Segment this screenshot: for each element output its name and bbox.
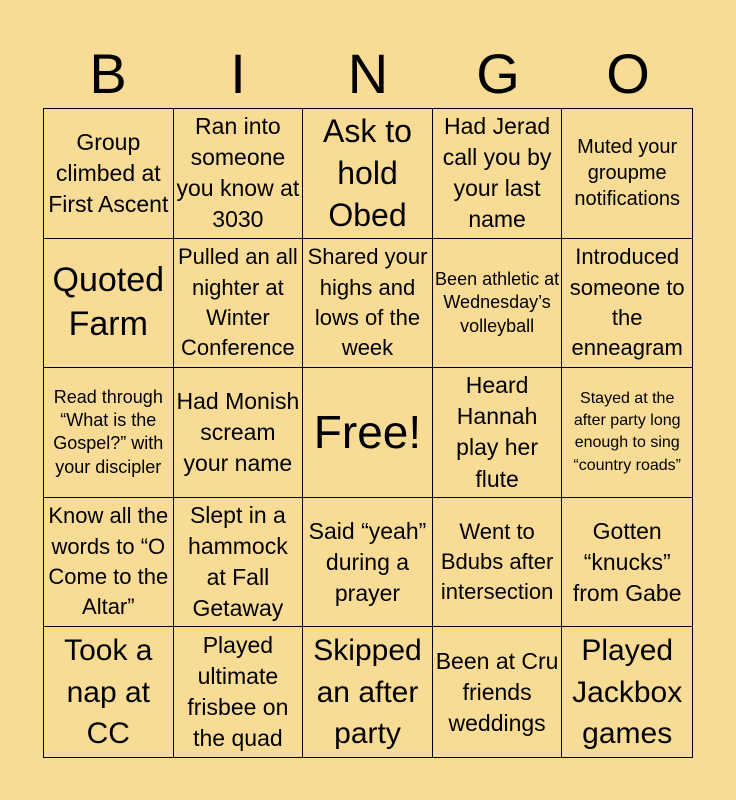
bingo-cell[interactable] xyxy=(303,498,433,628)
bingo-cell[interactable] xyxy=(562,239,692,369)
bingo-cell-text: Shared your highs and lows of the week xyxy=(307,244,428,361)
bingo-cell-text: Said “yeah” during a prayer xyxy=(308,517,427,606)
bingo-cell-text: Been athletic at Wednesday’s volleyball xyxy=(435,268,560,336)
bingo-cell[interactable] xyxy=(562,627,692,757)
bingo-cell[interactable] xyxy=(174,109,304,239)
bingo-cell[interactable] xyxy=(433,239,563,369)
bingo-cell-text: Quoted Farm xyxy=(52,261,165,343)
header-letter-o: O xyxy=(606,42,650,105)
bingo-header xyxy=(43,40,693,108)
bingo-cell[interactable] xyxy=(174,239,304,369)
bingo-cell[interactable] xyxy=(433,498,563,628)
bingo-cell[interactable] xyxy=(44,498,174,628)
bingo-cell-text: Went to Bdubs after intersection xyxy=(440,518,554,605)
bingo-cell[interactable] xyxy=(562,368,692,498)
bingo-cell-text: Gotten “knucks” from Gabe xyxy=(572,517,682,606)
header-letter-g: G xyxy=(476,42,520,105)
bingo-cell[interactable] xyxy=(433,109,563,239)
bingo-cell[interactable] xyxy=(303,627,433,757)
bingo-cell-text: Been at Cru friends weddings xyxy=(435,647,559,736)
bingo-cell-text: Stayed at the after party long enough to sing “country roads” xyxy=(573,389,681,474)
bingo-cell[interactable] xyxy=(562,498,692,628)
bingo-cell[interactable] xyxy=(174,498,304,628)
bingo-cell-text: Introduced someone to the enneagram xyxy=(569,244,685,361)
bingo-cell-text: Read through “What is the Gospel?” with your discipler xyxy=(53,386,164,477)
header-letter-i: I xyxy=(230,42,246,105)
bingo-cell[interactable] xyxy=(303,239,433,369)
bingo-cell-text: Played ultimate frisbee on the quad xyxy=(187,632,289,752)
bingo-cell-text: Heard Hannah play her flute xyxy=(456,372,538,492)
bingo-cell[interactable] xyxy=(303,109,433,239)
bingo-cell[interactable] xyxy=(433,368,563,498)
bingo-cell-text: Skipped an after party xyxy=(313,634,422,750)
bingo-cell-text: Free! xyxy=(313,405,422,458)
bingo-cell-text: Had Jerad call you by your last name xyxy=(442,113,552,233)
bingo-cell-text: Had Monish scream your name xyxy=(176,387,300,477)
bingo-cell-text: Ran into someone you know at 3030 xyxy=(176,113,300,233)
header-letter-n: N xyxy=(347,42,389,105)
bingo-cell[interactable] xyxy=(44,368,174,498)
bingo-cell[interactable] xyxy=(433,627,563,757)
bingo-cell-text: Slept in a hammock at Fall Getaway xyxy=(188,502,288,622)
bingo-cell-text: Took a nap at CC xyxy=(64,634,153,750)
bingo-cell[interactable] xyxy=(562,109,692,239)
bingo-cell-text: Know all the words to “O Come to the Altar” xyxy=(48,503,169,620)
bingo-cell-text: Muted your groupme notifications xyxy=(574,136,680,211)
bingo-cell[interactable] xyxy=(174,368,304,498)
bingo-cell-text: Played Jackbox games xyxy=(572,634,683,750)
bingo-cell[interactable] xyxy=(44,239,174,369)
bingo-cell-text: Ask to hold Obed xyxy=(323,112,412,234)
header-letter-b: B xyxy=(89,42,127,105)
bingo-grid xyxy=(43,108,693,758)
bingo-cell[interactable] xyxy=(44,109,174,239)
bingo-cell[interactable] xyxy=(174,627,304,757)
bingo-cell-text: Pulled an all nighter at Winter Conference xyxy=(177,244,298,361)
bingo-cell-text: Group climbed at First Ascent xyxy=(48,128,169,217)
free-space-cell[interactable] xyxy=(303,368,433,498)
bingo-cell[interactable] xyxy=(44,627,174,757)
